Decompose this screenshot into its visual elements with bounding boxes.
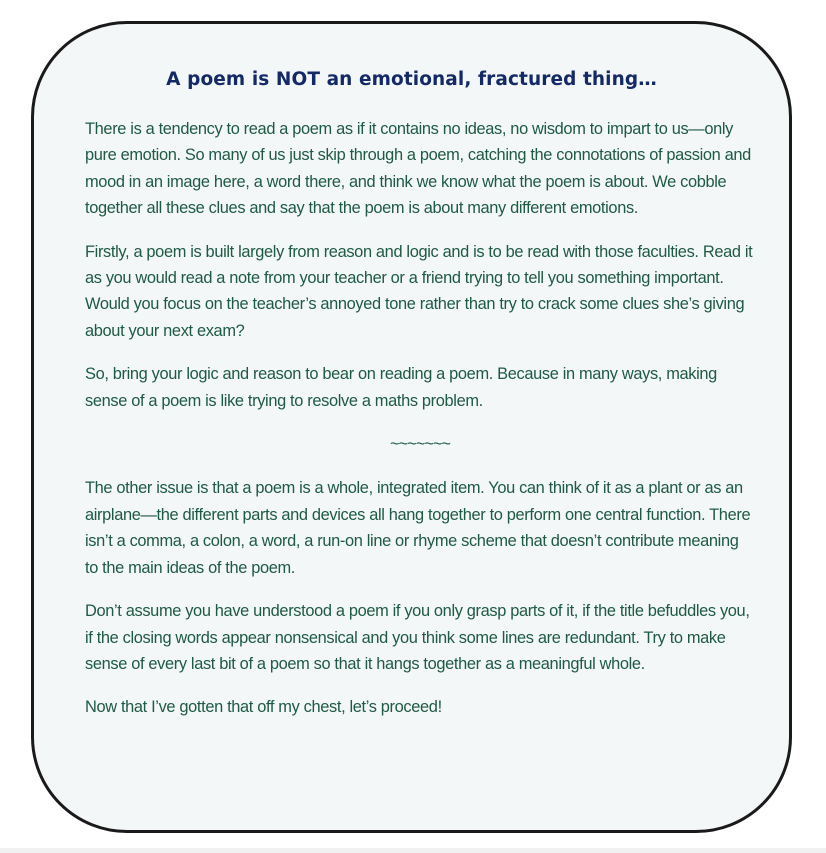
paragraph-integrated-whole: The other issue is that a poem is a whole, integrated item. You can think of it as a plant or as an airplane—the different parts and devices all hang together to perform one central function. There isn’t a comma, a colon, a word, a run-on line or rhyme scheme that doesn’t contribute meaning to the main ideas of the poem. bbox=[85, 479, 751, 577]
paragraph-proceed: Now that I’ve gotten that off my chest, let’s proceed! bbox=[85, 698, 442, 717]
paragraph-dont-assume: Don’t assume you have understood a poem if you only grasp parts of it, if the title befuddles you, if the closing words appear nonsensical and you think some lines are redundant. Try to make sense of every last bit of a poem so that it hangs together as a meaningful whole. bbox=[85, 602, 750, 673]
bottom-edge-strip bbox=[0, 848, 826, 853]
callout-box bbox=[31, 21, 792, 833]
callout-body bbox=[85, 116, 755, 738]
paragraph-logic-reason: So, bring your logic and reason to bear on reading a poem. Because in many ways, making sense of a poem is like trying to resolve a maths problem. bbox=[85, 365, 717, 410]
tilde-divider: ~~~~~~~ bbox=[389, 435, 450, 454]
paragraph-firstly: Firstly, a poem is built largely from reason and logic and is to be read with those faculties. Read it as you would read a note from your teacher or a friend trying to tell you something important. Would you focus on the teacher’s annoyed tone rather than try to crack some clues she’s giving about your next exam? bbox=[85, 242, 753, 340]
paragraph-tendency: There is a tendency to read a poem as if it contains no ideas, no wisdom to impart to us—only pure emotion. So many of us just skip through a poem, catching the connotations of passion and mood in an image here, a word there, and think we know what the poem is about. We cobble together all these clues and say that the poem is about many different emotions. bbox=[85, 120, 751, 218]
callout-title: A poem is NOT an emotional, fractured thing… bbox=[166, 69, 657, 90]
